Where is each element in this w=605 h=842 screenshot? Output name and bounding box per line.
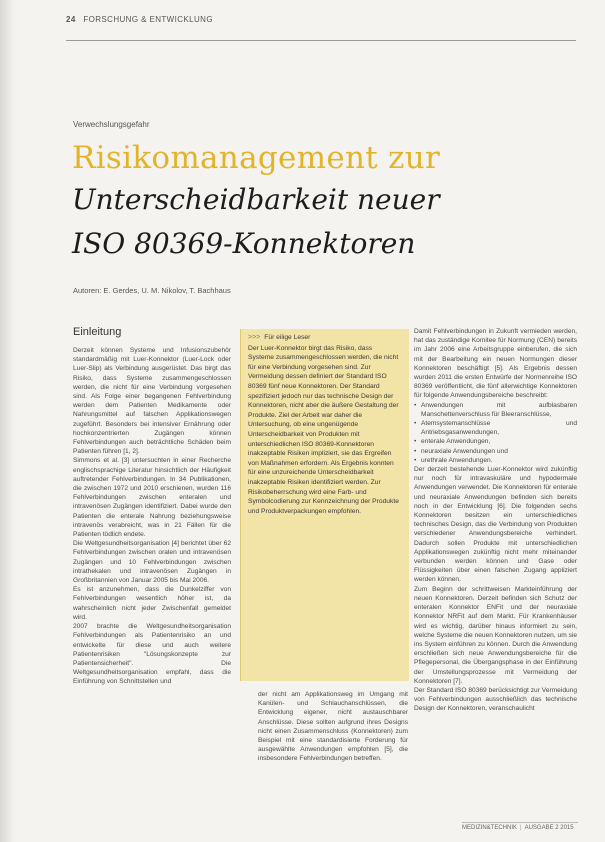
list-item: • Atemsystemanschlüsse und Antriebsgasanwendungen, (414, 419, 577, 437)
paragraph: Zum Beginn der schrittweisen Markteinführung der neuen Konnektoren. Derzeit befinden sich Schutz der enteralen Konnektor ENFit und der neuraxiale Konnektor NRFit auf dem Markt. Für Krankenhäuser wird es wichtig, darüber hinaus informiert zu sein, welche Systeme die neuen Konnektoren nutzen, um sie ins System einführen zu können. Durch die Anwendung erschließen sich neue Anwendungsbereiche für die Pflegepersonal, die Übergangsphase in der Einführung der Umstellungsprozesse mit Vermeidung der Konnektoren [7]. (414, 585, 577, 685)
paragraph: Der Standard ISO 80369 berücksichtigt zur Vermeidung von Fehlverbindungen ausschließlich das technische Design der Konnektoren, veranschaulicht (414, 686, 577, 713)
arrows-icon: >>> (248, 334, 261, 341)
authors-line: Autoren: E. Gerdes, U. M. Nikolov, T. Bachhaus (73, 286, 231, 295)
kicker: Verwechslungsgefahr (73, 120, 150, 129)
application-list (414, 401, 577, 465)
paragraph: Derzeit können Systeme und Infusionszubehör standardmäßig mit Luer-Konnektor (Luer-Lock oder Luer-Slip) als Verbindung ausgerüstet. Das birgt das Risiko, dass Systeme zusammengeschlossen werden, die nicht für eine Verbindung vorgesehen sind. Als Folge einer begangenen Fehlverbindung werden dem Patienten Medikamente oder Nahrungsmittel auf falschen Applikationswegen zugeführt. Besonders bei intensiver Ernährung oder hochkonzentrierten Zugängen können Fehlverbindungen auch beträchtliche Schäden beim Patienten führen [1, 2]. (73, 347, 231, 456)
column-2-lower (258, 690, 408, 764)
running-footer: MEDIZIN&TECHNIK | AUSGABE 2 2015 (462, 825, 574, 831)
column-3 (414, 327, 577, 714)
running-header (66, 15, 213, 24)
title-line-1: Risikomanagement zur (72, 140, 441, 176)
paragraph: 2007 brachte die Weltgesundheitsorganisation Fehlverbindungen als Patientenrisiko an und entwickelte für diese und auch weitere Patientenrisiken "Lösungskonzepte zur Patientensicherheit". Die Weltgesundheitsorganisation empfahl, dass die Einführung von Schnittstellen und (73, 623, 231, 686)
footer-magazine: MEDIZIN&TECHNIK (462, 825, 518, 831)
paragraph: Es ist anzunehmen, dass die Dunkelziffer von Fehlverbindungen wesentlich höher ist, da wahrscheinlich nicht jeder Zwischenfall gemeldet wird. (73, 586, 231, 621)
footer-divider (462, 822, 578, 823)
paragraph: Damit Fehlverbindungen in Zukunft vermieden werden, hat das zuständige Komitee für Normung (CEN) bereits im Jahr 2006 eine Arbeitsgruppe einberufen, die sich mit der Bearbeitung ein neuen Normungen dieser Konnektoren beschäftigt [5]. Als Ergebnis dessen wurden 2011 die ersten Entwürfe der Normenreihe ISO 80369 veröffentlicht, die fünf allerwichtige Konnektoren für folgende Anwendungsbereiche beschreibt: (414, 328, 577, 400)
section-label: FORSCHUNG & ENTWICKLUNG (83, 15, 213, 24)
title-line-3: ISO 80369-Konnektoren (72, 227, 416, 260)
page-number: 24 (66, 15, 76, 24)
list-item: • neuraxiale Anwendungen und (414, 447, 577, 456)
paragraph: Die Weltgesundheitsorganisation [4] berichtet über 62 Fehlverbindungen zwischen oralen und intravenösen Zugängen und 10 Fehlverbindungen zwischen intrathekalen und intravenösen Zugängen in Großbritannien von Januar 2005 bis Mai 2006. (73, 540, 231, 585)
section-heading: Einleitung (73, 326, 122, 338)
footer-issue: AUSGABE 2 2015 (524, 825, 574, 831)
summary-box-label: Für eilige Leser (264, 334, 311, 341)
summary-box-text: Der Luer-Konnektor birgt das Risiko, dass Systeme zusammengeschlossen werden, die nicht für eine Verbindung vorgesehen sind. Zur Vermeidung dessen definiert der Standard ISO 80369 fünf neue Konnektoren. Der Standard spezifiziert jedoch nur das technische Design der Konnektoren, nicht aber die äußere Gestaltung der Produkte. Ziel der Arbeit war daher die Untersuchung, ob eine ungenügende Unterscheidbarkeit von Produkten mit unterschiedlichen ISO 80369-Konnektoren inakzeptable Risiken impliziert, sie das Ergreifen von Maßnahmen erfordern. Als Ergebnis konnten für eine unzureichende Unterscheidbarkeit inakzeptable Risiken identifiziert werden. Zur Risikobeherrschung wird eine Farb- und Symbolcodierung zur Kennzeichnung der Produkte und Produktverpackungen empfohlen. (248, 344, 399, 515)
list-item: • urethrale Anwendungen. (414, 456, 577, 465)
paragraph: Simmons et al. [3] untersuchten in einer Recherche englischsprachige Literatur hinsichtlich der Häufigkeit auftretender Fehlverbindungen. In 34 Publikationen, die zwischen 1972 und 2010 erschienen, wurden 116 Fehlverbindungen zwischen enteralen und intravenösen Zugängen identifiziert. Dabei wurde den Patienten die enterale Nahrung beziehungsweise intravenös verabreicht, was in 21 Fällen für die Patienten tödlich endete. (73, 457, 231, 539)
column-1 (73, 346, 231, 687)
summary-box-content (248, 333, 400, 516)
page-edge-shadow (0, 0, 14, 842)
list-item: • Anwendungen mit aufblasbaren Manschettenverschluss für Bleeranschlüsse, (414, 401, 577, 419)
header-divider (66, 40, 576, 41)
summary-box-header (248, 333, 400, 343)
title-line-2: Unterscheidbarkeit neuer (72, 183, 440, 216)
paragraph: der nicht am Applikationsweg im Umgang mit Kanülen- und Schlauchanschlüssen, die Entwicklung eigener, nicht austauschbarer Anschlüsse. Diese sollten aufgrund ihres Designs nicht einen Zusammenschluss (Konnektoren) zum Beispiel mit eine standardisierte Forderung für ausgewählte Anwendungen empfohlen [5], die insbesondere Fehlverbindungen betreffen. (258, 691, 408, 763)
list-item: • enterale Anwendungen, (414, 437, 577, 446)
paragraph: Der derzeit bestehende Luer-Konnektor wird zukünftig nur noch für intravaskuläre und hypodermale Anwendungen verwendet. Die Konnektoren für enterale und neuraxiale Anwendungen befinden sich bereits noch in der Entwicklung [6]. Die folgenden sechs Konnektoren besitzen ein unterschiedliches technisches Design, das die Verbindung von Produkten verschiedener Anwendungsbereiche verhindert. Dadurch sollen Produkte mit unterschiedlichen Applikationswegen zukünftig nicht mehr miteinander verbunden werden können und Gase oder Flüssigkeiten über einen falschen Zugang appliziert werden können. (414, 466, 577, 584)
